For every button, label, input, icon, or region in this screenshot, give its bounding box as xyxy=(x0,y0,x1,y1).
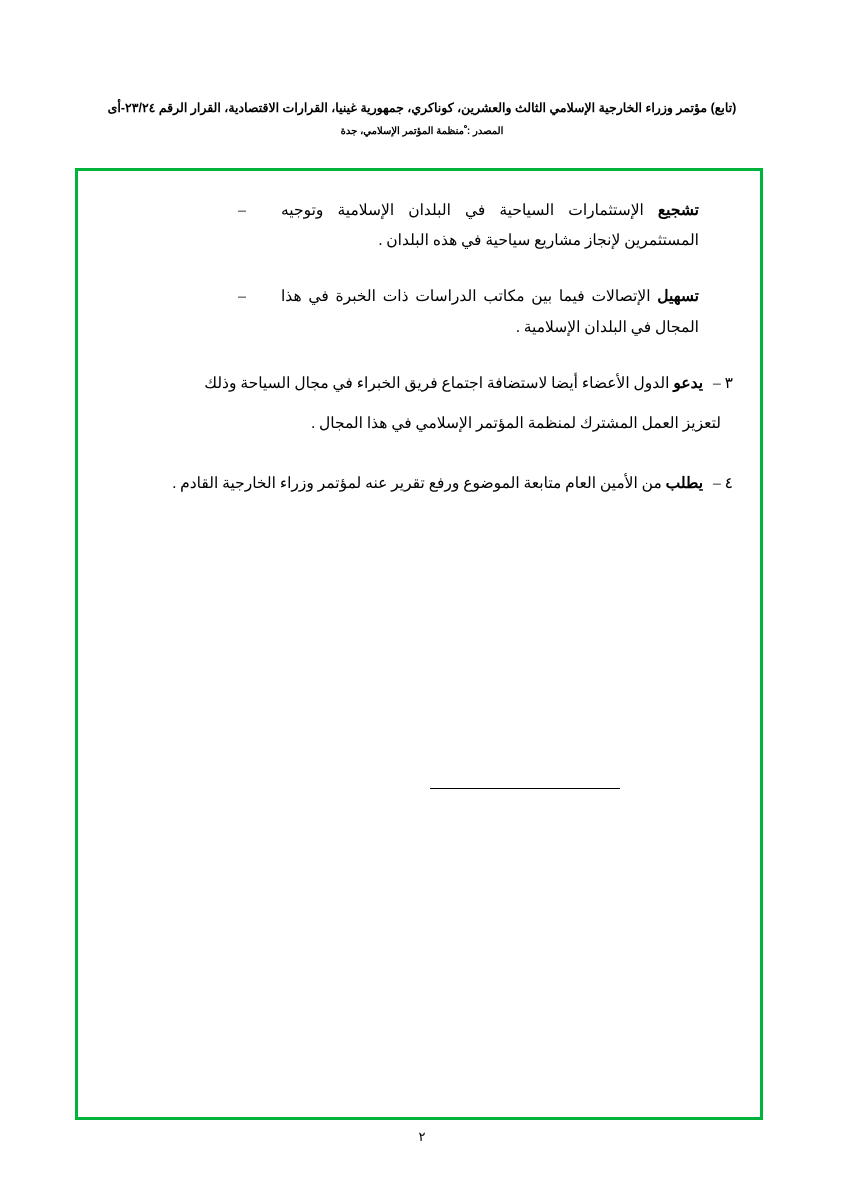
header-source-line: المصدر : ْمنظمة المؤتمر الإسلامي، جدة xyxy=(340,126,504,137)
bullet-bold-lead: تشجيع xyxy=(657,202,699,219)
numbered-item-3-continuation: لتعزيز العمل المشترك لمنظمة المؤتمر الإسلامي في هذا المجال . xyxy=(311,415,721,433)
item-number: ٤ – xyxy=(713,475,733,493)
item-body-text: من الأمين العام متابعة الموضوع ورفع تقرير عنه لمؤتمر وزراء الخارجية القادم . xyxy=(172,475,666,493)
numbered-item-4 xyxy=(133,469,733,499)
bullet-body-text: الإستثمارات السياحية في البلدان الإسلامية وتوجيه المستثمرين لإنجاز مشاريع سياحية في هذه البلدان . xyxy=(281,202,699,250)
bullet-marker: – xyxy=(238,202,246,219)
numbered-item-3 xyxy=(133,369,733,399)
bullet-bold-lead: تسهيل xyxy=(657,288,699,306)
item-number: ٣ – xyxy=(713,374,733,392)
bullet-text xyxy=(281,282,699,342)
item-text xyxy=(133,469,703,499)
document-body xyxy=(105,196,733,526)
bullet-item-1 xyxy=(229,196,699,256)
item-bold-lead: يدعو xyxy=(673,374,704,392)
item-text xyxy=(133,369,703,399)
bullet-marker: – xyxy=(238,288,246,306)
item-bold-lead: يطلب xyxy=(665,475,704,493)
page-header xyxy=(0,100,844,137)
header-title-line: (تابع) مؤتمر وزراء الخارجية الإسلامي الثالث والعشرين، كوناكري، جمهورية غينيا، القرارات الاقتصادية، القرار الرقم ٢٣/٢٤-أى xyxy=(107,101,737,115)
bullet-text xyxy=(281,196,699,256)
item-body-text: الدول الأعضاء أيضا لاستضافة اجتماع فريق الخبراء في مجال السياحة وذلك xyxy=(204,374,674,392)
page-number: ٢ xyxy=(418,1129,426,1144)
bullet-body-text: الإتصالات فيما بين مكاتب الدراسات ذات الخبرة في هذا المجال في البلدان الإسلامية . xyxy=(281,288,699,336)
horizontal-rule-divider xyxy=(430,788,620,789)
bullet-item-2 xyxy=(229,282,699,342)
